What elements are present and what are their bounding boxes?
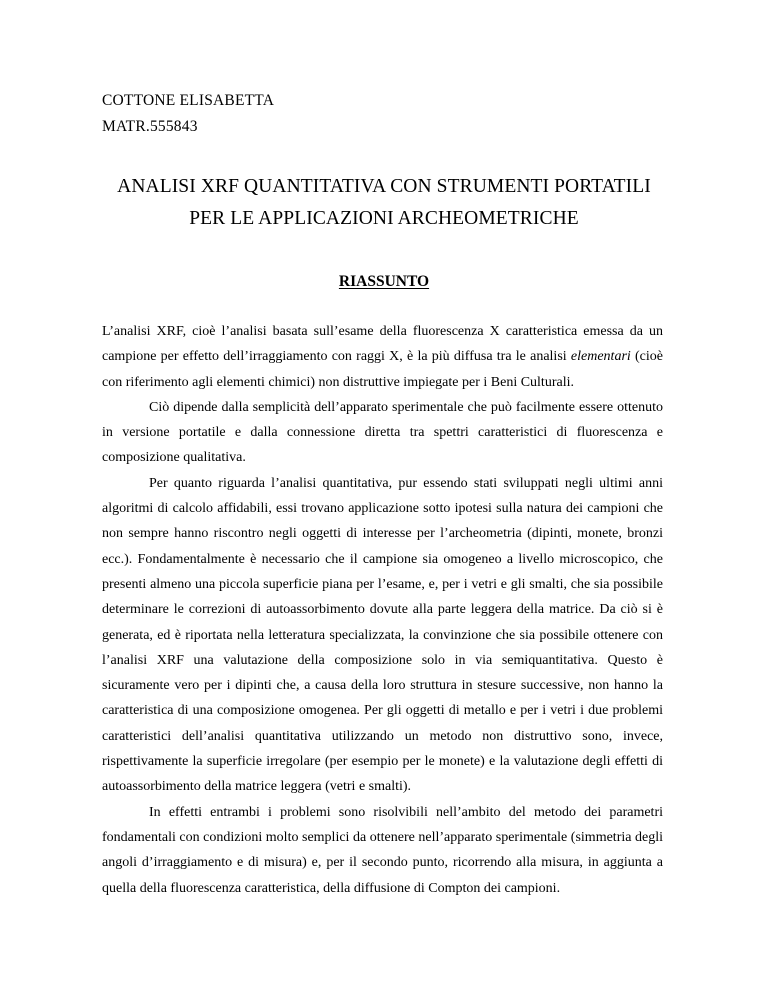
paragraph-4: In effetti entrambi i problemi sono risolvibili nell’ambito del metodo dei parametri fondamentali con condizioni molto semplici da ottenere nell’apparato sperimentale (simmetria degli angoli d’irraggiamento e di misura) e, per il secondo punto, ricorrendo alla misura, in aggiunta a quella della fluorescenza caratteristica, della diffusione di Compton dei campioni. xyxy=(102,804,663,896)
paragraph-2: Ciò dipende dalla semplicità dell’apparato sperimentale che può facilmente essere ottenuto in versione portatile e dalla connessione diretta tra spettri caratteristici di fluorescenza e composizione qualitativa. xyxy=(102,399,663,466)
abstract-body xyxy=(102,319,663,901)
title-line-1: ANALISI XRF QUANTITATIVA CON STRUMENTI PORTATILI xyxy=(117,176,651,197)
title-line-2: PER LE APPLICAZIONI ARCHEOMETRICHE xyxy=(189,208,579,229)
paragraph-1 xyxy=(102,319,663,395)
section-heading: RIASSUNTO xyxy=(338,273,430,290)
author-block xyxy=(102,88,274,140)
paragraph-1-text-a: L’analisi XRF, cioè l’analisi basata sull’esame della fluorescenza X caratteristica emessa da un campione per effetto dell’irraggiamento con raggi X, è la più diffusa tra le analisi xyxy=(102,324,663,365)
student-id: MATR.555843 xyxy=(102,118,198,135)
document-title xyxy=(60,171,708,235)
paragraph-1-text-b: (cioè con riferimento agli elementi chimici) non distruttive impiegate per i Beni Culturali. xyxy=(102,349,663,390)
author-name: COTTONE ELISABETTA xyxy=(102,92,275,109)
paragraph-3: Per quanto riguarda l’analisi quantitativa, pur essendo stati sviluppati negli ultimi anni algoritmi di calcolo affidabili, essi trovano applicazione sotto ipotesi sulla natura dei campioni che non sempre hanno riscontro negli oggetti di interesse per l’archeometria (dipinti, monete, bronzi ecc.). Fondamentalmente è necessario che il campione sia omogeneo a livello microscopico, che presenti almeno una piccola superficie piana per l’esame, e, per i vetri e gli smalti, che sia possibile determinare le correzioni di autoassorbimento dovute alla parte leggera della matrice. Da ciò si è generata, ed è riportata nella letteratura specializzata, la convinzione che sia possibile ottenere con l’analisi XRF una valutazione della composizione solo in via semiquantitativa. Questo è sicuramente vero per i dipinti che, a causa della loro struttura in stesure successive, non hanno la caratteristica di una composizione omogenea. Per gli oggetti di metallo e per i vetri i due problemi caratteristici dell’analisi quantitativa utilizzando un metodo non distruttivo sono, invece, rispettivamente la superficie irregolare (per esempio per le monete) e la valutazione degli effetti di autoassorbimento della matrice leggera (vetri e smalti). xyxy=(102,475,663,795)
paragraph-1-emphasis: elementari xyxy=(570,349,631,365)
